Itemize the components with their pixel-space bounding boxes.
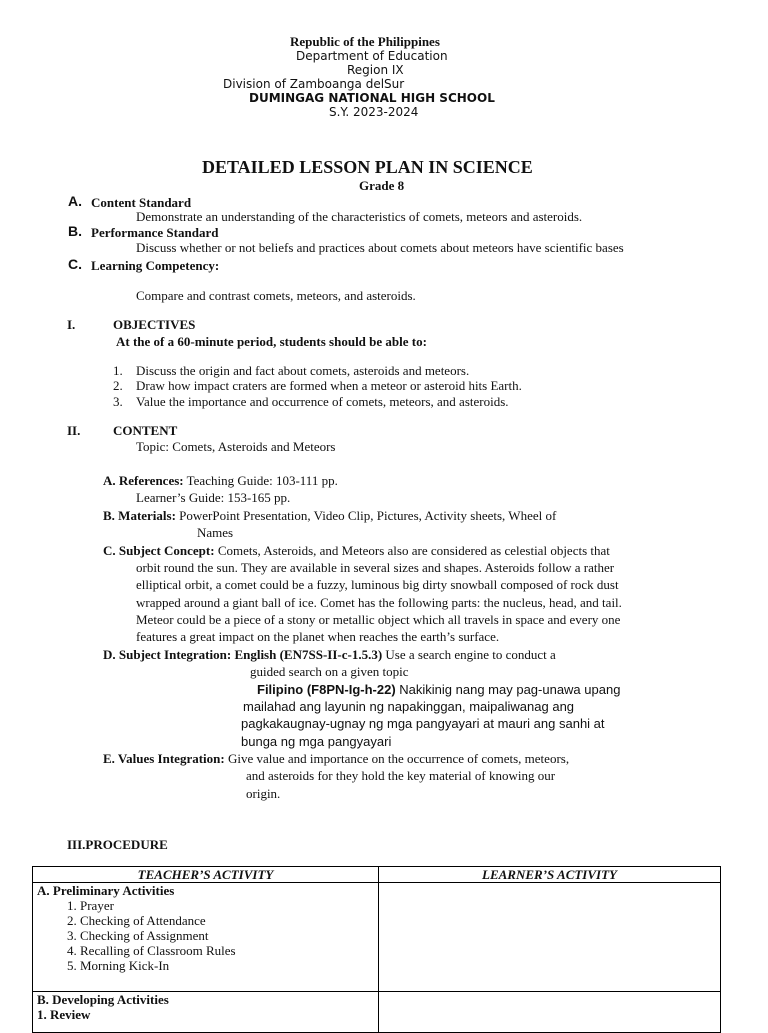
preliminary-heading: A. Preliminary Activities <box>37 883 175 898</box>
values-line <box>103 750 569 767</box>
english-code: English (EN7SS-II-c-1.5.3) <box>234 647 383 662</box>
concept-label: C. Subject Concept: <box>103 543 215 558</box>
standard-c-letter: C. <box>68 256 82 272</box>
concept-text: Comets, Asteroids, and Meteors also are considered as celestial objects that <box>217 543 610 558</box>
references-line <box>103 472 338 489</box>
objective-item: Discuss the origin and fact about comets, asteroids and meteors. <box>136 363 470 378</box>
concept-text: orbit round the sun. They are available in several sizes and shapes. Asteroids follow a rather <box>136 560 615 575</box>
standard-b-letter: B. <box>68 223 82 239</box>
procedure-heading: III.PROCEDURE <box>67 837 168 852</box>
materials-text-cont: Names <box>197 525 234 540</box>
standard-c-label: Learning Competency: <box>91 258 220 273</box>
objectives-intro: At the of a 60-minute period, students should be able to: <box>116 334 427 349</box>
table-header-row <box>33 867 721 883</box>
list-item: 3. Checking of Assignment <box>67 928 209 943</box>
filipino-text-cont: pagkakaugnay-ugnay ng mga pangyayari at mauri ang sanhi at <box>241 716 605 731</box>
header-department: Department of Education <box>296 49 448 63</box>
header-region: Region IX <box>347 63 404 77</box>
standard-c-text: Compare and contrast comets, meteors, and asteroids. <box>136 288 416 303</box>
table-row <box>33 883 721 992</box>
table-row <box>33 992 721 1033</box>
references-label: A. References: <box>103 473 184 488</box>
english-text: Use a search engine to conduct a <box>385 647 556 662</box>
header-division: Division of Zamboanga delSur <box>223 77 405 91</box>
review-heading: 1. Review <box>37 1007 91 1022</box>
page-title: DETAILED LESSON PLAN IN SCIENCE <box>202 157 533 177</box>
objective-number: 2. <box>113 378 123 393</box>
list-item: 5. Morning Kick-In <box>67 958 170 973</box>
learner-cell <box>379 992 721 1033</box>
objectives-numeral: I. <box>67 317 76 332</box>
materials-line <box>103 507 556 524</box>
procedure-table <box>32 866 721 1033</box>
integration-line <box>103 646 556 663</box>
references-learners-guide: Learner’s Guide: 153-165 pp. <box>136 490 291 505</box>
concept-text: elliptical orbit, a comet could be a fuzzy, luminous big dirty snowball composed of rock dust <box>136 577 619 592</box>
grade-label: Grade 8 <box>359 178 405 193</box>
list-item: 1. Prayer <box>67 898 114 913</box>
standard-a-text: Demonstrate an understanding of the characteristics of comets, meteors and asteroids. <box>136 209 583 224</box>
objective-number: 1. <box>113 363 123 378</box>
concept-text: Meteor could be a piece of a stony or metallic object which all travels in space and every one <box>136 612 621 627</box>
filipino-text-cont: bunga ng mga pangyayari <box>241 734 392 749</box>
values-text-cont: origin. <box>246 786 281 801</box>
materials-label: B. Materials: <box>103 508 176 523</box>
header-school-year: S.Y. 2023-2024 <box>329 105 419 119</box>
objective-item: Value the importance and occurrence of comets, meteors, and asteroids. <box>136 394 509 409</box>
standard-b-text: Discuss whether or not beliefs and practices about comets about meteors have scientific bases <box>136 240 624 255</box>
standard-a-letter: A. <box>68 193 82 209</box>
values-text: Give value and importance on the occurrence of comets, meteors, <box>227 751 570 766</box>
header-republic: Republic of the Philippines <box>290 34 440 49</box>
integration-label: D. Subject Integration: <box>103 647 232 662</box>
standard-b-label: Performance Standard <box>91 225 219 240</box>
values-text-cont: and asteroids for they hold the key material of knowing our <box>246 768 556 783</box>
content-heading: CONTENT <box>113 423 178 438</box>
filipino-text: Nakikinig nang may pag-unawa upang <box>399 682 621 697</box>
content-numeral: II. <box>67 423 81 438</box>
filipino-text-cont: mailahad ang layunin ng napakinggan, maipaliwanag ang <box>243 699 575 714</box>
filipino-code: Filipino (F8PN-Ig-h-22) <box>257 682 396 697</box>
values-label: E. Values Integration: <box>103 751 225 766</box>
concept-line-1 <box>103 542 610 559</box>
english-text-cont: guided search on a given topic <box>250 664 409 679</box>
content-topic: Topic: Comets, Asteroids and Meteors <box>136 439 336 454</box>
list-item: 2. Checking of Attendance <box>67 913 206 928</box>
developing-heading: B. Developing Activities <box>37 992 169 1007</box>
learner-cell <box>379 883 721 992</box>
objective-number: 3. <box>113 394 123 409</box>
learner-activity-header: LEARNER’S ACTIVITY <box>379 867 721 883</box>
references-teaching-guide: Teaching Guide: 103-111 pp. <box>186 473 338 488</box>
materials-text: PowerPoint Presentation, Video Clip, Pictures, Activity sheets, Wheel of <box>179 508 557 523</box>
preliminary-cell <box>33 883 379 992</box>
objective-item: Draw how impact craters are formed when a meteor or asteroid hits Earth. <box>136 378 522 393</box>
filipino-line <box>257 681 620 698</box>
objectives-heading: OBJECTIVES <box>113 317 196 332</box>
list-item: 4. Recalling of Classroom Rules <box>67 943 236 958</box>
concept-text: features a great impact on the planet when reaches the earth’s surface. <box>136 629 500 644</box>
teacher-activity-header: TEACHER’S ACTIVITY <box>33 867 379 883</box>
developing-cell <box>33 992 379 1033</box>
concept-text: wrapped around a giant ball of ice. Comet has the following parts: the nucleus, head, and tail. <box>136 595 622 610</box>
header-school: DUMINGAG NATIONAL HIGH SCHOOL <box>249 91 495 105</box>
standard-a-label: Content Standard <box>91 195 192 210</box>
